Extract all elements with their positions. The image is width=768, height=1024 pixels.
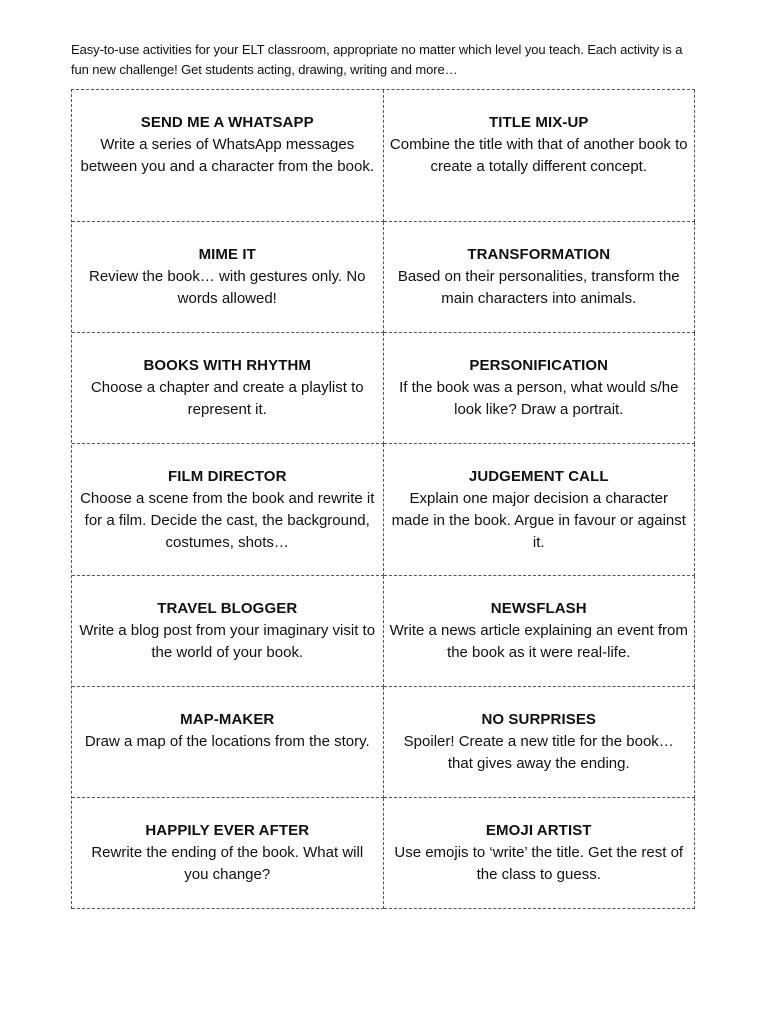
card-description: Choose a chapter and create a playlist to represent it. bbox=[90, 379, 364, 418]
card-description: Explain one major decision a character made in the book. Argue in favour or against it. bbox=[391, 490, 686, 551]
card-row bbox=[72, 222, 695, 333]
card-title: NEWSFLASH bbox=[490, 600, 587, 617]
card-title: MIME IT bbox=[198, 246, 256, 263]
card-row bbox=[72, 576, 695, 687]
card-row bbox=[72, 333, 695, 444]
activity-card bbox=[384, 798, 696, 909]
card-title: TITLE MIX-UP bbox=[488, 114, 589, 131]
card-description: Spoiler! Create a new title for the book… that gives away the ending. bbox=[403, 733, 674, 772]
card-row bbox=[72, 798, 695, 909]
card-title: EMOJI ARTIST bbox=[485, 822, 592, 839]
card-title: MAP-MAKER bbox=[180, 711, 275, 728]
card-description: Review the book… with gestures only. No words allowed! bbox=[88, 268, 366, 307]
card-description: Based on their personalities, transform the main characters into animals. bbox=[397, 268, 680, 307]
activity-card bbox=[384, 90, 696, 222]
activity-card bbox=[72, 576, 384, 687]
activity-card bbox=[72, 444, 384, 576]
card-row bbox=[72, 444, 695, 576]
card-row bbox=[72, 687, 695, 798]
card-description: Use emojis to ‘write’ the title. Get the rest of the class to guess. bbox=[394, 844, 684, 883]
activity-card bbox=[384, 222, 696, 333]
card-description: Write a blog post from your imaginary visit to the world of your book. bbox=[79, 622, 376, 661]
card-title: PERSONIFICATION bbox=[469, 357, 609, 374]
activity-card bbox=[72, 222, 384, 333]
activity-card bbox=[384, 333, 696, 444]
activity-card bbox=[384, 687, 696, 798]
card-description: Combine the title with that of another book to create a totally different concept. bbox=[389, 136, 688, 175]
card-title: BOOKS WITH RHYTHM bbox=[143, 357, 312, 374]
card-description: Write a news article explaining an event from the book as it were real-life. bbox=[389, 622, 688, 661]
activity-card bbox=[384, 576, 696, 687]
activity-card bbox=[72, 333, 384, 444]
activity-card bbox=[72, 798, 384, 909]
card-title: HAPPILY EVER AFTER bbox=[145, 822, 310, 839]
intro-text: Easy-to-use activities for your ELT classroom, appropriate no matter which level you teach. Each activity is a fun new challenge! Get students acting, drawing, writing and more… bbox=[71, 42, 683, 77]
card-title: NO SURPRISES bbox=[481, 711, 597, 728]
card-title: FILM DIRECTOR bbox=[167, 468, 287, 485]
activity-cards-grid bbox=[71, 89, 695, 909]
card-description: Write a series of WhatsApp messages between you and a character from the book. bbox=[80, 136, 374, 175]
card-description: Rewrite the ending of the book. What will you change? bbox=[91, 844, 364, 883]
card-description: Draw a map of the locations from the story. bbox=[84, 733, 370, 750]
card-row bbox=[72, 90, 695, 222]
activity-card bbox=[72, 687, 384, 798]
card-title: SEND ME A WHATSAPP bbox=[140, 114, 314, 131]
activity-card bbox=[384, 444, 696, 576]
card-description: If the book was a person, what would s/he look like? Draw a portrait. bbox=[399, 379, 679, 418]
activity-card bbox=[72, 90, 384, 222]
card-title: TRANSFORMATION bbox=[467, 246, 611, 263]
card-description: Choose a scene from the book and rewrite it for a film. Decide the cast, the background, costumes, shots… bbox=[80, 490, 375, 551]
card-title: TRAVEL BLOGGER bbox=[157, 600, 298, 617]
card-title: JUDGEMENT CALL bbox=[468, 468, 609, 485]
